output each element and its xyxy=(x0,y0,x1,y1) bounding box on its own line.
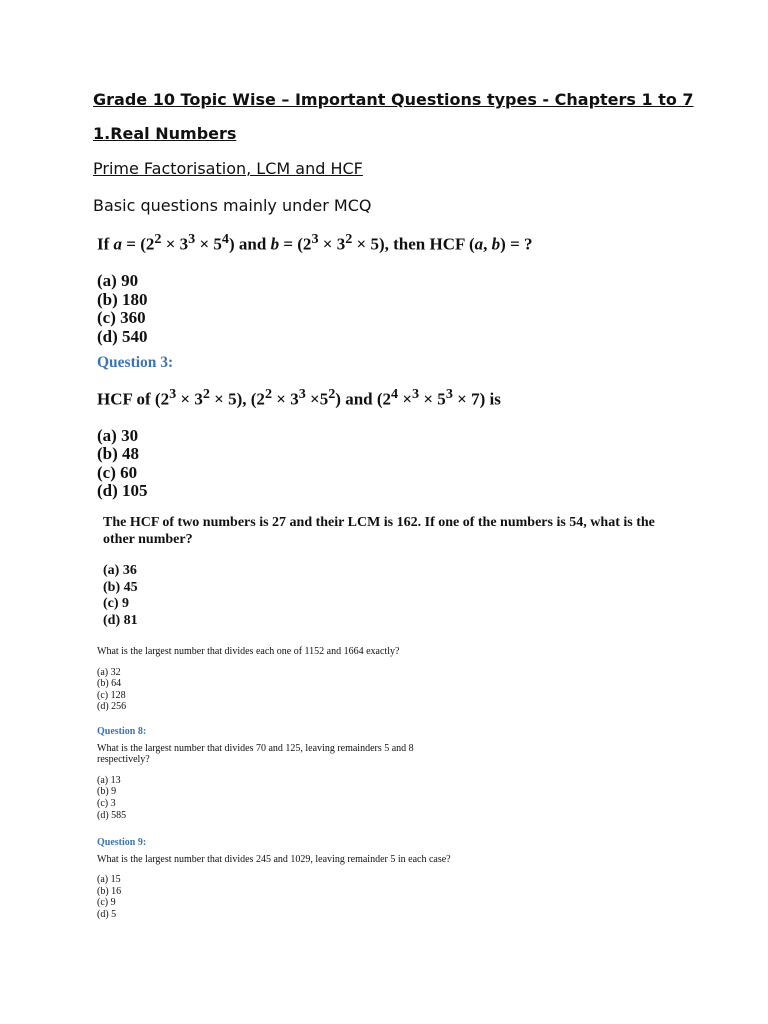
options-list xyxy=(103,563,683,629)
option-c: (c) 60 xyxy=(97,462,138,482)
option-b: (b) 45 xyxy=(103,579,138,595)
option-a: (a) 32 xyxy=(97,666,121,678)
option-c: (c) 9 xyxy=(103,596,130,611)
question-stem: What is the largest number that divides each one of 1152 and 1664 exactly? xyxy=(97,646,400,657)
question-hcf-ab xyxy=(97,230,533,346)
question-9 xyxy=(97,837,517,921)
question-heading: Question 9: xyxy=(97,837,147,848)
topic-heading: Prime Factorisation, LCM and HCF xyxy=(93,159,363,178)
option-d: (d) 5 xyxy=(97,908,117,920)
question-stem: If $a = (2^2 \times 3^3 \times 5^4)$ and $b = (2^3 \times 3^2 \times 5)$, then HCF (a, b) = ? xyxy=(97,231,533,254)
option-a: (a) 13 xyxy=(97,774,121,786)
option-a: (a) 36 xyxy=(103,563,137,578)
option-a: (a) 15 xyxy=(97,874,121,886)
option-c: (c) 360 xyxy=(97,308,146,328)
option-d: (d) 105 xyxy=(97,481,148,501)
question-stem: What is the largest number that divides 70 and 125, leaving remainders 5 and 8 respectively? xyxy=(97,742,414,766)
option-c: (c) 3 xyxy=(97,797,116,809)
question-8 xyxy=(97,726,457,821)
option-b: (b) 48 xyxy=(97,444,140,464)
options-list xyxy=(97,272,533,346)
options-list xyxy=(97,667,517,713)
option-b: (b) 180 xyxy=(97,289,148,309)
question-heading: Question 8: xyxy=(97,726,147,737)
options-list xyxy=(97,874,517,920)
question-heading: Question 3: xyxy=(97,354,174,371)
option-a: (a) 90 xyxy=(97,271,139,291)
option-d: (d) 540 xyxy=(97,326,148,346)
question-3 xyxy=(97,354,501,501)
options-list xyxy=(97,427,501,501)
option-d: (d) 256 xyxy=(97,701,127,713)
option-a: (a) 30 xyxy=(97,425,139,445)
chapter-heading: 1.Real Numbers xyxy=(93,124,237,143)
option-c: (c) 128 xyxy=(97,689,126,701)
options-list xyxy=(97,775,457,821)
option-d: (d) 585 xyxy=(97,809,127,821)
question-largest-divisor xyxy=(97,646,517,713)
question-hcf-lcm xyxy=(103,514,683,629)
option-b: (b) 64 xyxy=(97,678,122,690)
question-stem: HCF of $(2^3 \times 3^2 \times 5)$, $(2^2 \times 3^3 \times 5^2)$ and $(2^4 \times^3 \times 5^3 \times 7)$ is xyxy=(97,385,501,409)
option-c: (c) 9 xyxy=(97,897,116,909)
section-subtitle: Basic questions mainly under MCQ xyxy=(93,196,372,215)
option-d: (d) 81 xyxy=(103,612,138,628)
question-stem: What is the largest number that divides 245 and 1029, leaving remainder 5 in each case? xyxy=(97,853,451,865)
document-title: Grade 10 Topic Wise – Important Questions types - Chapters 1 to 7 xyxy=(93,90,694,109)
option-b: (b) 9 xyxy=(97,786,117,798)
option-b: (b) 16 xyxy=(97,885,122,897)
question-stem: The HCF of two numbers is 27 and their LCM is 162. If one of the numbers is 54, what is the other number? xyxy=(103,515,655,547)
